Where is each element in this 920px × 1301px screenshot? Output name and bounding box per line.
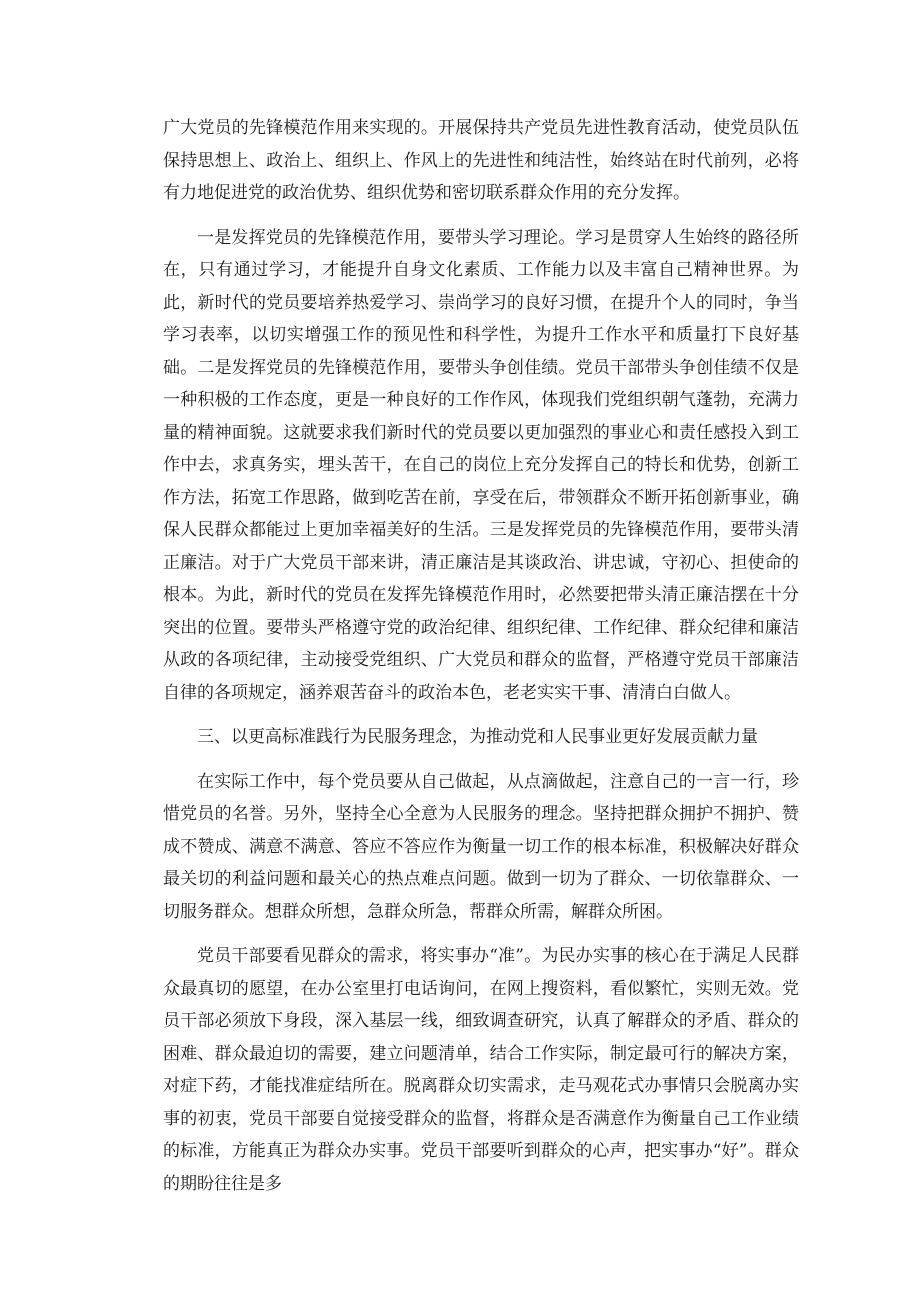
paragraph-party-member-vanguard: 一是发挥党员的先锋模范作用，要带头学习理论。学习是贯穿人生始终的路径所在，只有通过学习，才能提升自身文化素质、工作能力以及丰富自己精神世界。为此，新时代的党员要培养热爱学习、崇尚学习的良好习惯，在提升个人的同时，争当学习表率，以切实增强工作的预见性和科学性，为提升工作水平和质量打下良好基础。二是发挥党员的先锋模范作用，要带头争创佳绩。党员干部带头争创佳绩不仅是一种积极的工作态度，更是一种良好的工作作风，体现我们党组织朝气蓬勃，充满力量的精神面貌。这就要求我们新时代的党员要以更加强烈的事业心和责任感投入到工作中去，求真务实，埋头苦干，在自己的岗位上充分发挥自己的特长和优势，创新工作方法，拓宽工作思路，做到吃苦在前，享受在后，带领群众不断开拓创新事业，确保人民群众都能过上更加幸福美好的生活。三是发挥党员的先锋模范作用，要带头清正廉洁。对于广大党员干部来讲，清正廉洁是其谈政治、讲忠诚，守初心、担使命的根本。为此，新时代的党员在发挥先锋模范作用时，必然要把带头清正廉洁摆在十分突出的位置。要带头严格遵守党的政治纪律、组织纪律、工作纪律、群众纪律和廉洁从政的各项纪律，主动接受党组织、广大党员和群众的监督，严格遵守党员干部廉洁自律的各项规定，涵养艰苦奋斗的政治本色，老老实实干事、清清白白做人。	[163, 227, 799, 703]
section-heading-serve-people: 三、以更高标准践行为民服务理念，为推动党和人民事业更好发展贡献力量	[197, 727, 758, 747]
document-page	[163, 112, 799, 1200]
paragraph-cadres-needs: 党员干部要看见群众的需求，将实事办“准”。为民办实事的核心在于满足人民群众最真切的愿望，在办公室里打电话询问，在网上搜资料，看似繁忙，实则无效。党员干部必须放下身段，深入基层一线，细致调查研究，认真了解群众的矛盾、群众的困难、群众最迫切的需要，建立问题清单，结合工作实际，制定最可行的解决方案，对症下药，才能找准症结所在。脱离群众切实需求，走马观花式办事情只会脱离办实事的初衷，党员干部要自觉接受群众的监督，将群众是否满意作为衡量自己工作业绩的标准，方能真正为群众办实事。党员干部要听到群众的心声，把实事办“好”。群众的期盼往往是多	[163, 946, 799, 1194]
paragraph-practical-work: 在实际工作中，每个党员要从自己做起，从点滴做起，注意自己的一言一行，珍惜党员的名誉。另外，坚持全心全意为人民服务的理念。坚持把群众拥护不拥护、赞成不赞成、满意不满意、答应不答应作为衡量一切工作的根本标准，积极解决好群众最关切的利益问题和最关心的热点难点问题。做到一切为了群众、一切依靠群众、一切服务群众。想群众所想，急群众所急，帮群众所需，解群众所困。	[163, 771, 799, 922]
paragraph-continuation: 广大党员的先锋模范作用来实现的。开展保持共产党员先进性教育活动，使党员队伍保持思想上、政治上、组织上、作风上的先进性和纯洁性，始终站在时代前列，必将有力地促进党的政治优势、组织优势和密切联系群众作用的充分发挥。	[163, 118, 799, 203]
